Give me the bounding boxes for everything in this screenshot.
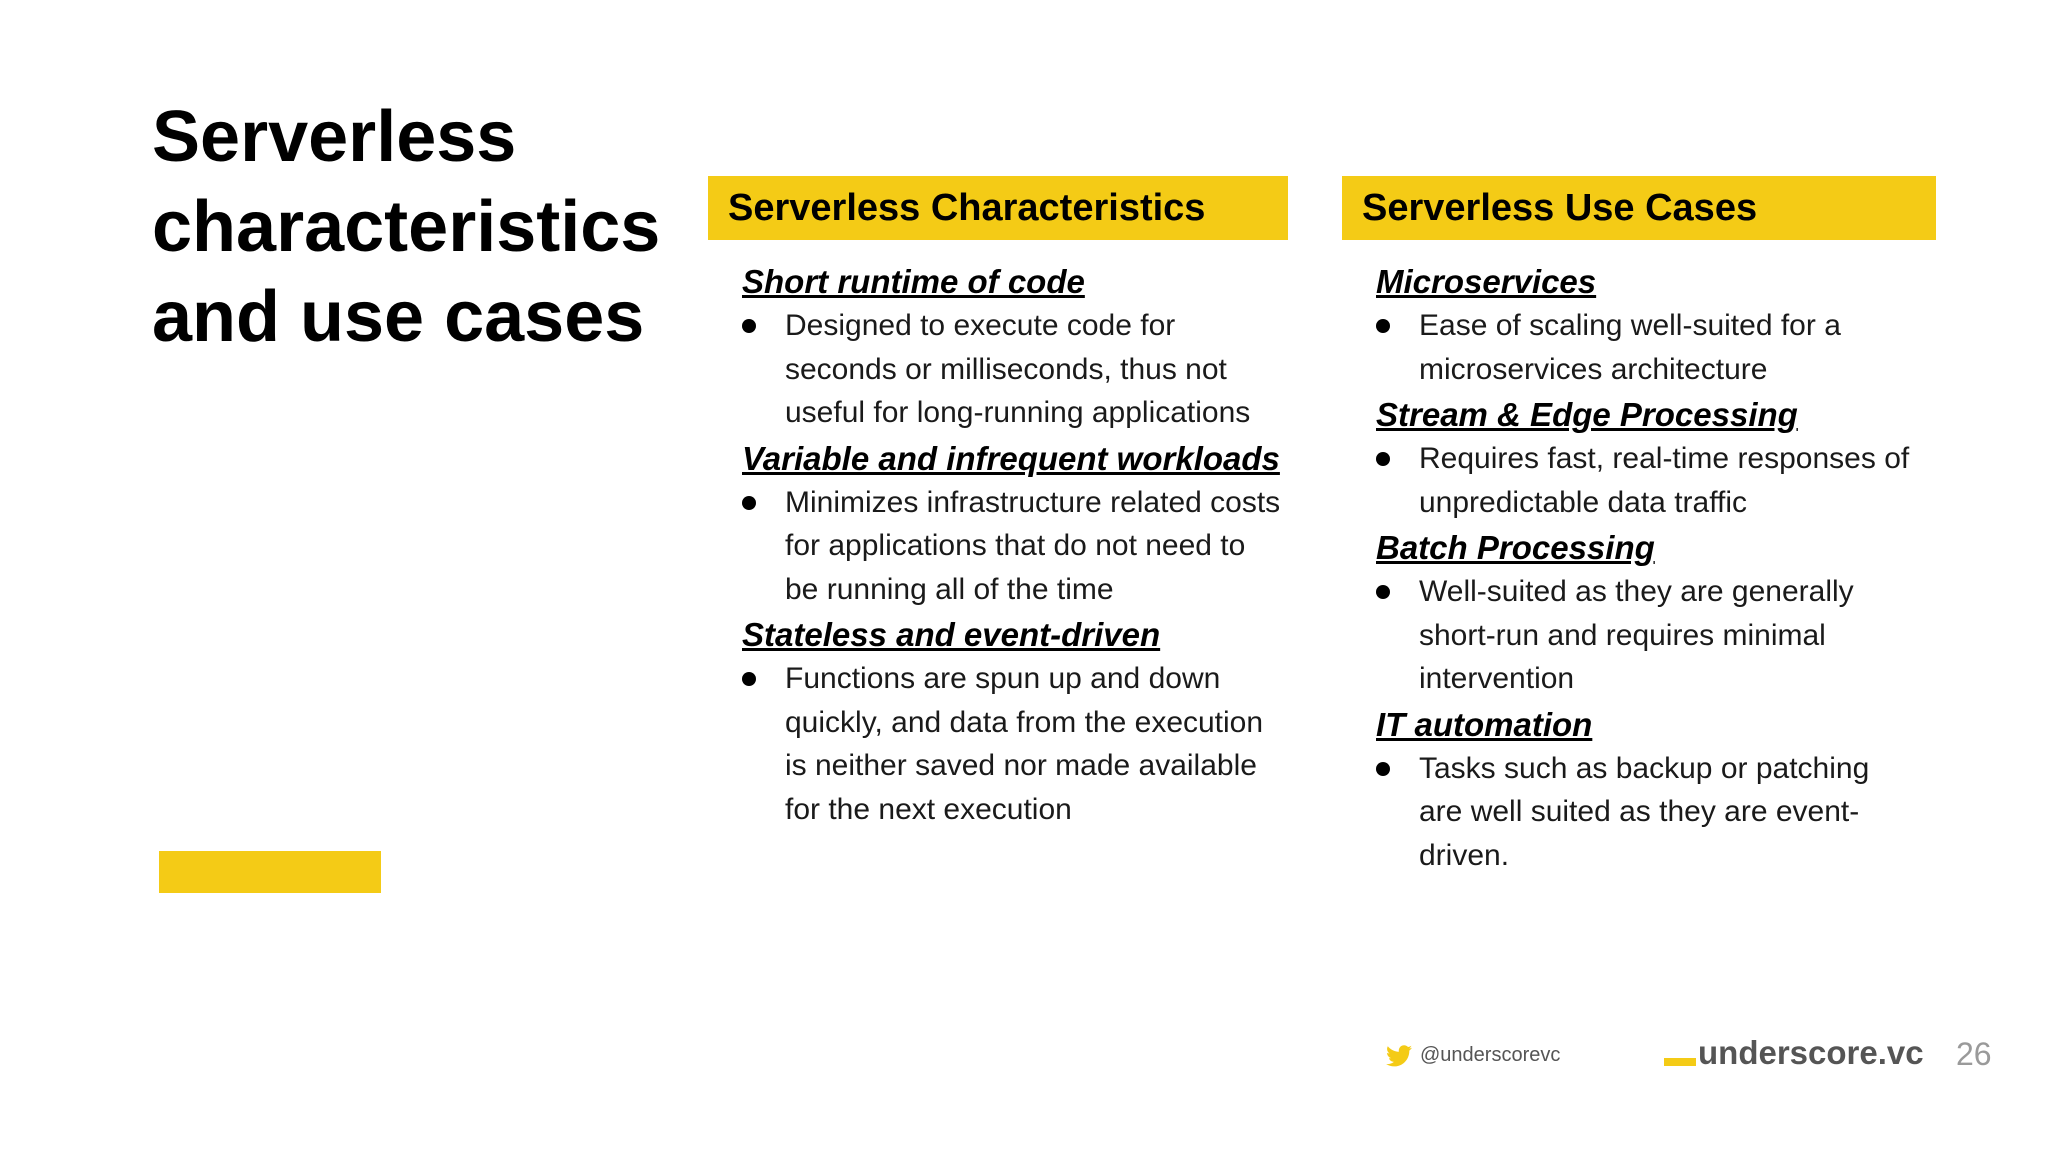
bullet-list	[742, 657, 1288, 831]
accent-bar	[159, 851, 381, 893]
slide-title	[152, 92, 672, 362]
bullet-item	[742, 481, 1285, 612]
bullet-list	[1376, 304, 1936, 391]
title-line: characteristics	[152, 187, 661, 267]
bullet-text: Requires fast, real-time responses of unpredictable data traffic	[1419, 442, 1910, 519]
section-heading: Stream & Edge Processing	[1376, 396, 1798, 433]
bullet-item	[1376, 747, 1919, 878]
bullet-item	[1376, 570, 1919, 701]
bullet-text: Ease of scaling well-suited for a microservices architecture	[1419, 309, 1841, 386]
bullet-list	[1376, 437, 1936, 524]
section-heading: Short runtime of code	[742, 263, 1085, 300]
twitter-bird-icon	[1386, 1045, 1412, 1067]
underscore-logo	[1664, 1034, 1924, 1072]
characteristics-header: Serverless Characteristics	[708, 176, 1288, 240]
bullet-item	[1376, 304, 1919, 391]
use-cases-column	[1342, 176, 1936, 879]
twitter-handle-text: @underscorevc	[1420, 1044, 1561, 1066]
bullet-list	[742, 481, 1288, 612]
characteristics-column	[708, 176, 1288, 833]
bullet-dot-icon	[1376, 762, 1390, 776]
bullet-dot-icon	[742, 672, 756, 686]
bullet-text: Well-suited as they are generally short-run and requires minimal intervention	[1419, 575, 1854, 695]
bullet-list	[1376, 570, 1936, 701]
bullet-dot-icon	[742, 496, 756, 510]
bullet-item	[1376, 437, 1919, 524]
bullet-text: Minimizes infrastructure related costs for applications that do not need to be running all of the time	[785, 485, 1281, 606]
title-line: Serverless	[152, 97, 517, 177]
use-cases-header: Serverless Use Cases	[1342, 176, 1936, 240]
logo-underscore-mark	[1664, 1058, 1696, 1066]
section-heading: Batch Processing	[1376, 529, 1655, 566]
section-heading: Stateless and event-driven	[742, 616, 1161, 653]
section-heading: Microservices	[1376, 263, 1597, 300]
logo-text: underscore.vc	[1698, 1034, 1924, 1071]
title-line: and use cases	[152, 277, 645, 357]
bullet-list	[1376, 747, 1936, 878]
bullet-dot-icon	[742, 319, 756, 333]
twitter-handle[interactable]	[1386, 1044, 1560, 1067]
page-number: 26	[1956, 1036, 1992, 1072]
bullet-text: Designed to execute code for seconds or milliseconds, thus not useful for long-running applications	[785, 309, 1251, 429]
bullet-list	[742, 304, 1288, 435]
bullet-text: Tasks such as backup or patching are well suited as they are event-driven.	[1419, 751, 1870, 872]
characteristics-body	[708, 240, 1288, 831]
bullet-dot-icon	[1376, 319, 1390, 333]
bullet-item	[742, 657, 1285, 831]
use-cases-body	[1342, 240, 1936, 877]
bullet-dot-icon	[1376, 585, 1390, 599]
bullet-text: Functions are spun up and down quickly, and data from the execution is neither saved nor made available for the next execution	[785, 662, 1264, 826]
bullet-dot-icon	[1376, 452, 1390, 466]
section-heading: IT automation	[1376, 705, 1593, 743]
section-heading: Variable and infrequent workloads	[742, 439, 1280, 477]
bullet-item	[742, 304, 1285, 435]
